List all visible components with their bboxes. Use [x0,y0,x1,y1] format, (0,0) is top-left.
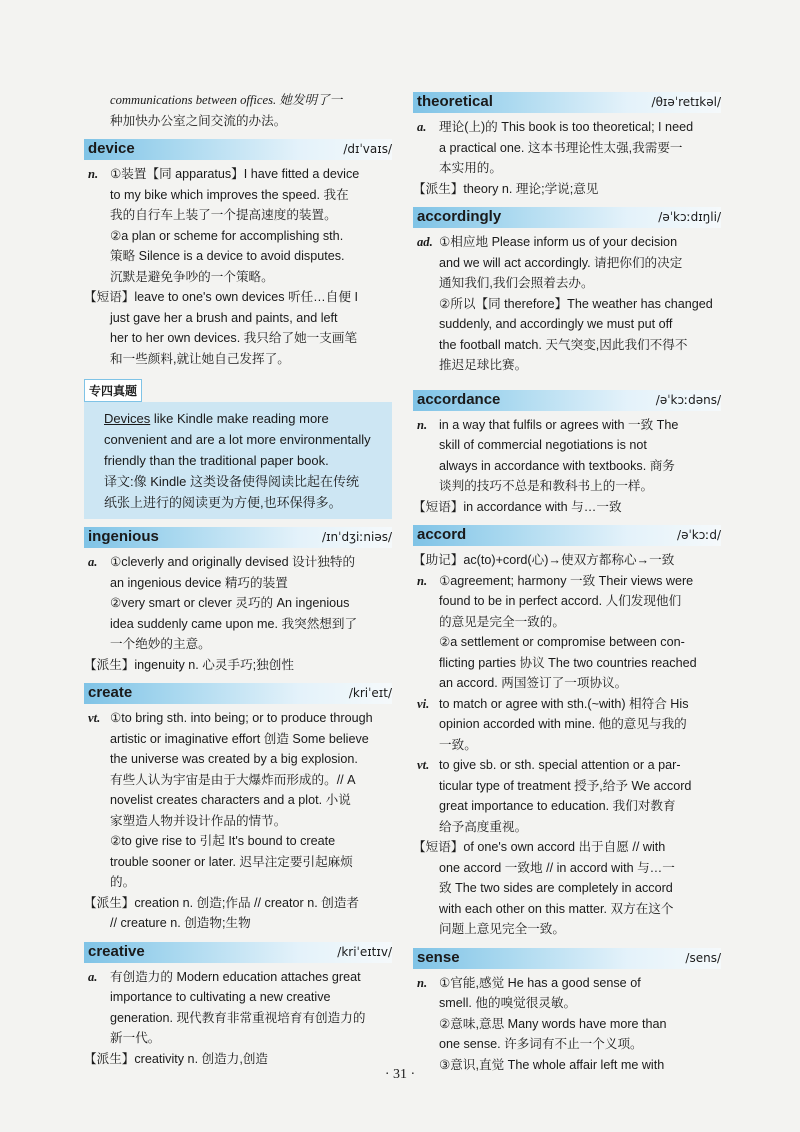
phrase-block [84,287,392,369]
definition-line [84,552,392,573]
phrase-line: her to her own devices. 我只给了她一支画笔 [110,331,358,345]
definition-text: 本实用的。 [439,161,502,175]
definition-line [84,593,392,614]
part-of-speech: n. [88,167,99,181]
definition-line [413,817,721,838]
part-of-speech: n. [417,573,428,588]
definition-text: 给予高度重视。 [439,819,528,834]
derive-line: 【派生】theory n. 理论;学说;意见 [413,181,599,196]
definition-line [413,232,721,253]
definition-block [413,232,721,376]
entry-header-device [84,139,392,160]
continuation-line: communications between offices. 她发明了一 [110,93,343,107]
definition-text: 推迟足球比赛。 [439,358,528,372]
phonetic: /ɪnˈdʒiːniəs/ [322,530,392,544]
entry-header-accordingly [413,207,721,228]
headword: accordance [417,390,501,408]
definition-line [413,653,721,674]
phrase-line: 和一些颜料,就让她自己发挥了。 [110,351,290,366]
definition-text: 新一代。 [110,1031,161,1045]
definition-text: skill of commercial negotiations is not [439,438,647,452]
definition-line [84,614,392,635]
definition-text: 沉默是避免争吵的一个策略。 [110,269,274,284]
phrase-line: one accord 一致地 // in accord with 与…一 [439,860,675,875]
definition-line [84,987,392,1008]
definition-line [84,246,392,267]
phrase-line: 【短语】leave to one's own devices 听任…自便 I [84,290,358,304]
definition-text: ②very smart or clever 灵巧的 An ingenious [110,596,350,610]
definition-line [413,355,721,376]
entry-header-creative [84,942,392,963]
left-column [84,90,392,1069]
entry-header-accordance [413,390,721,411]
definition-line [84,1028,392,1049]
definition-block [84,552,392,655]
definition-text: 一致。 [439,737,477,752]
phonetic: /kriˈeɪtɪv/ [337,944,392,959]
phrase-line: just gave her a brush and paints, and left [110,310,338,325]
definition-line [413,632,721,653]
definition-block [84,967,392,1049]
definition-line [413,335,721,356]
headword: accordingly [417,208,502,225]
phonetic: /kriˈeɪt/ [348,686,392,700]
definition-line [84,852,392,873]
definition-text: one sense. 许多词有不止一个义项。 [439,1037,643,1051]
part-of-speech: n. [417,975,428,990]
definition-text: 的。 [110,875,136,889]
definition-line [413,591,721,612]
definition-line [413,294,721,315]
derive-line: // creature n. 创造物;生物 [110,916,251,930]
definition-text: 有些人认为宇宙是由于大爆炸而形成的。// A [110,772,356,787]
definition-text: great importance to education. 我们对教育 [439,799,676,813]
phonetic: /əˈkɔːd/ [677,528,721,542]
definition-line [413,117,721,138]
headword: ingenious [88,528,159,545]
definition-block [84,708,392,893]
definition-text: 有创造力的 Modern education attaches great [110,969,361,984]
definition-text: ①cleverly and originally devised 设计独特的 [110,555,356,569]
exam-line-rest: like Kindle make reading more [150,411,329,426]
definition-line [413,273,721,294]
definition-line [84,729,392,750]
definition-text: trouble sooner or later. 迟早注定要引起麻烦 [110,854,353,869]
exam-underline-word: Devices [104,411,151,426]
definition-line [413,476,721,497]
definition-text: a practical one. 这本书理论性太强,我需要一 [439,140,683,155]
part-of-speech: a. [88,555,98,569]
phrase-line: 致 The two sides are completely in accord [439,881,673,895]
part-of-speech: vt. [88,711,101,725]
phrase-line: 【短语】in accordance with 与…一致 [413,499,622,514]
definition-text: generation. 现代教育非常重视培育有创造力的 [110,1010,366,1025]
definition-text: 通知我们,我们会照着去办。 [439,276,594,290]
derive-line: 【派生】creativity n. 创造力,创造 [84,1051,269,1066]
derive-line: 【派生】ingenuity n. 心灵手巧;独创性 [84,657,294,672]
page-number: · 31 · [384,1067,416,1082]
headword: device [88,140,135,157]
definition-line [84,164,392,185]
definition-line [84,811,392,832]
definition-text: 理论(上)的 This book is too theoretical; I need [439,120,694,134]
phonetic: /əˈkɔːdəns/ [655,392,721,407]
definition-line [413,1034,721,1055]
definition-block [413,973,721,1076]
definition-block [413,571,721,838]
entry-header-accord [413,525,721,546]
definition-line [84,573,392,594]
definition-text: the football match. 天气突变,因此我们不得不 [439,337,688,352]
definition-text: to my bike which improves the speed. 我在 [110,187,349,202]
definition-text: 谈判的技巧不总是和教科书上的一样。 [439,479,654,493]
definition-text: novelist creates characters and a plot. 小说 [110,793,351,807]
definition-text: 的意见是完全一致的。 [439,614,565,629]
definition-line [413,796,721,817]
definition-line [413,571,721,592]
definition-line [84,790,392,811]
definition-line [84,708,392,729]
part-of-speech: n. [417,417,428,432]
definition-line [413,993,721,1014]
phrase-line: 问题上意见完全一致。 [439,922,565,936]
definition-line [413,253,721,274]
definition-text: suddenly, and accordingly we must put off [439,317,673,331]
definition-text: ticular type of treatment 授予,给予 We accord [439,778,692,793]
headword: creative [88,942,145,960]
definition-text: 策略 Silence is a device to avoid disputes. [110,249,345,263]
part-of-speech: ad. [417,235,433,249]
definition-text: an ingenious device 精巧的装置 [110,575,288,590]
definition-text: ①官能,感觉 He has a good sense of [439,975,641,990]
mnemonic-line: 【助记】ac(to)+cord(心)→使双方都称心→一致 [413,553,675,567]
definition-text: always in accordance with textbooks. 商务 [439,458,675,473]
definition-line [84,831,392,852]
definition-line [413,755,721,776]
definition-text: to give sb. or sth. special attention or a par- [439,758,681,772]
definition-line [413,435,721,456]
definition-block [413,117,721,179]
exam-line: 纸张上进行的阅读更为方便,也环保得多。 [104,495,342,510]
part-of-speech: a. [417,120,427,134]
definition-text: ②所以【同 therefore】The weather has changed [439,296,713,311]
definition-text: ③意识,直觉 The whole affair left me with [439,1057,665,1072]
definition-text: and we will act accordingly. 请把你们的决定 [439,255,683,270]
definition-line [413,415,721,436]
continuation-line: 种加快办公室之间交流的办法。 [110,113,287,128]
definition-line [84,634,392,655]
definition-text: artistic or imaginative effort 创造 Some believe [110,731,369,746]
definition-line [84,749,392,770]
exam-line: convenient and are a lot more environmentally [104,432,371,447]
entry-header-theoretical [413,92,721,113]
exam-line [104,408,384,429]
definition-line [413,973,721,994]
definition-line [84,770,392,791]
definition-text: in a way that fulfils or agrees with 一致 The [439,417,679,432]
definition-line [413,314,721,335]
definition-text: ②a plan or scheme for accomplishing sth. [110,228,344,243]
definition-line [84,226,392,247]
definition-line [413,735,721,756]
definition-text: idea suddenly came upon me. 我突然想到了 [110,616,358,631]
definition-line [84,872,392,893]
definition-line [413,694,721,715]
definition-text: 一个绝妙的主意。 [110,637,211,651]
definition-text: ①相应地 Please inform us of your decision [439,235,678,249]
exam-line: 译文:像 Kindle 这类设备使得阅读比起在传统 [104,474,359,489]
definition-line [413,673,721,694]
definition-line [84,967,392,988]
definition-text: ①to bring sth. into being; or to produce through [110,711,373,725]
definition-text: to match or agree with sth.(~with) 相符合 His [439,696,689,711]
definition-text: found to be in perfect accord. 人们发现他们 [439,594,682,608]
definition-text: importance to cultivating a new creative [110,990,331,1004]
phrase-line: with each other on this matter. 双方在这个 [439,901,674,916]
phonetic: /əˈkɔːdɪŋli/ [658,210,721,224]
definition-line [413,714,721,735]
definition-text: 家塑造人物并设计作品的情节。 [110,813,287,828]
definition-text: an accord. 两国签订了一项协议。 [439,676,628,690]
definition-line [413,612,721,633]
headword: create [88,684,133,701]
phrase-block [413,837,721,940]
definition-line [413,1014,721,1035]
entry-header-ingenious [84,527,392,548]
exam-line: friendly than the traditional paper book. [104,453,329,468]
definition-text: smell. 他的嗅觉很灵敏。 [439,996,577,1010]
entry-header-sense [413,948,721,969]
headword: accord [417,526,467,543]
definition-block [84,164,392,287]
definition-block [413,415,721,497]
definition-line [84,205,392,226]
exam-box [84,402,392,519]
headword: sense [417,948,460,966]
entry-header-create [84,683,392,704]
definition-text: 我的自行车上装了一个提高速度的装置。 [110,208,337,222]
definition-text: ①装置【同 apparatus】I have fitted a device [110,167,360,181]
derive-line: 【派生】creation n. 创造;作品 // creator n. 创造者 [84,895,360,910]
phrase-line: 【短语】of one's own accord 出于自愿 // with [413,840,666,854]
phonetic: /sens/ [685,950,721,965]
definition-line [413,158,721,179]
part-of-speech: vi. [417,696,430,711]
definition-line [84,1008,392,1029]
definition-text: ②意味,意思 Many words have more than [439,1016,667,1031]
definition-line [413,776,721,797]
definition-line [84,267,392,288]
part-of-speech: vt. [417,758,430,772]
definition-text: ①agreement; harmony 一致 Their views were [439,573,694,588]
definition-line [413,138,721,159]
phonetic: /dɪˈvaɪs/ [343,142,392,156]
definition-text: the universe was created by a big explosion. [110,752,358,766]
exam-tag: 专四真题 [84,379,142,402]
definition-text: flicting parties 协议 The two countries reached [439,655,697,670]
phonetic: /θɪəˈretɪkəl/ [651,95,721,109]
definition-line [413,456,721,477]
definition-line [84,185,392,206]
headword: theoretical [417,93,493,110]
definition-text: ②to give rise to 引起 It's bound to create [110,834,336,848]
definition-text: ②a settlement or compromise between con- [439,635,685,649]
part-of-speech: a. [88,969,98,984]
right-column [413,90,721,1075]
definition-text: opinion accorded with mine. 他的意见与我的 [439,717,687,731]
